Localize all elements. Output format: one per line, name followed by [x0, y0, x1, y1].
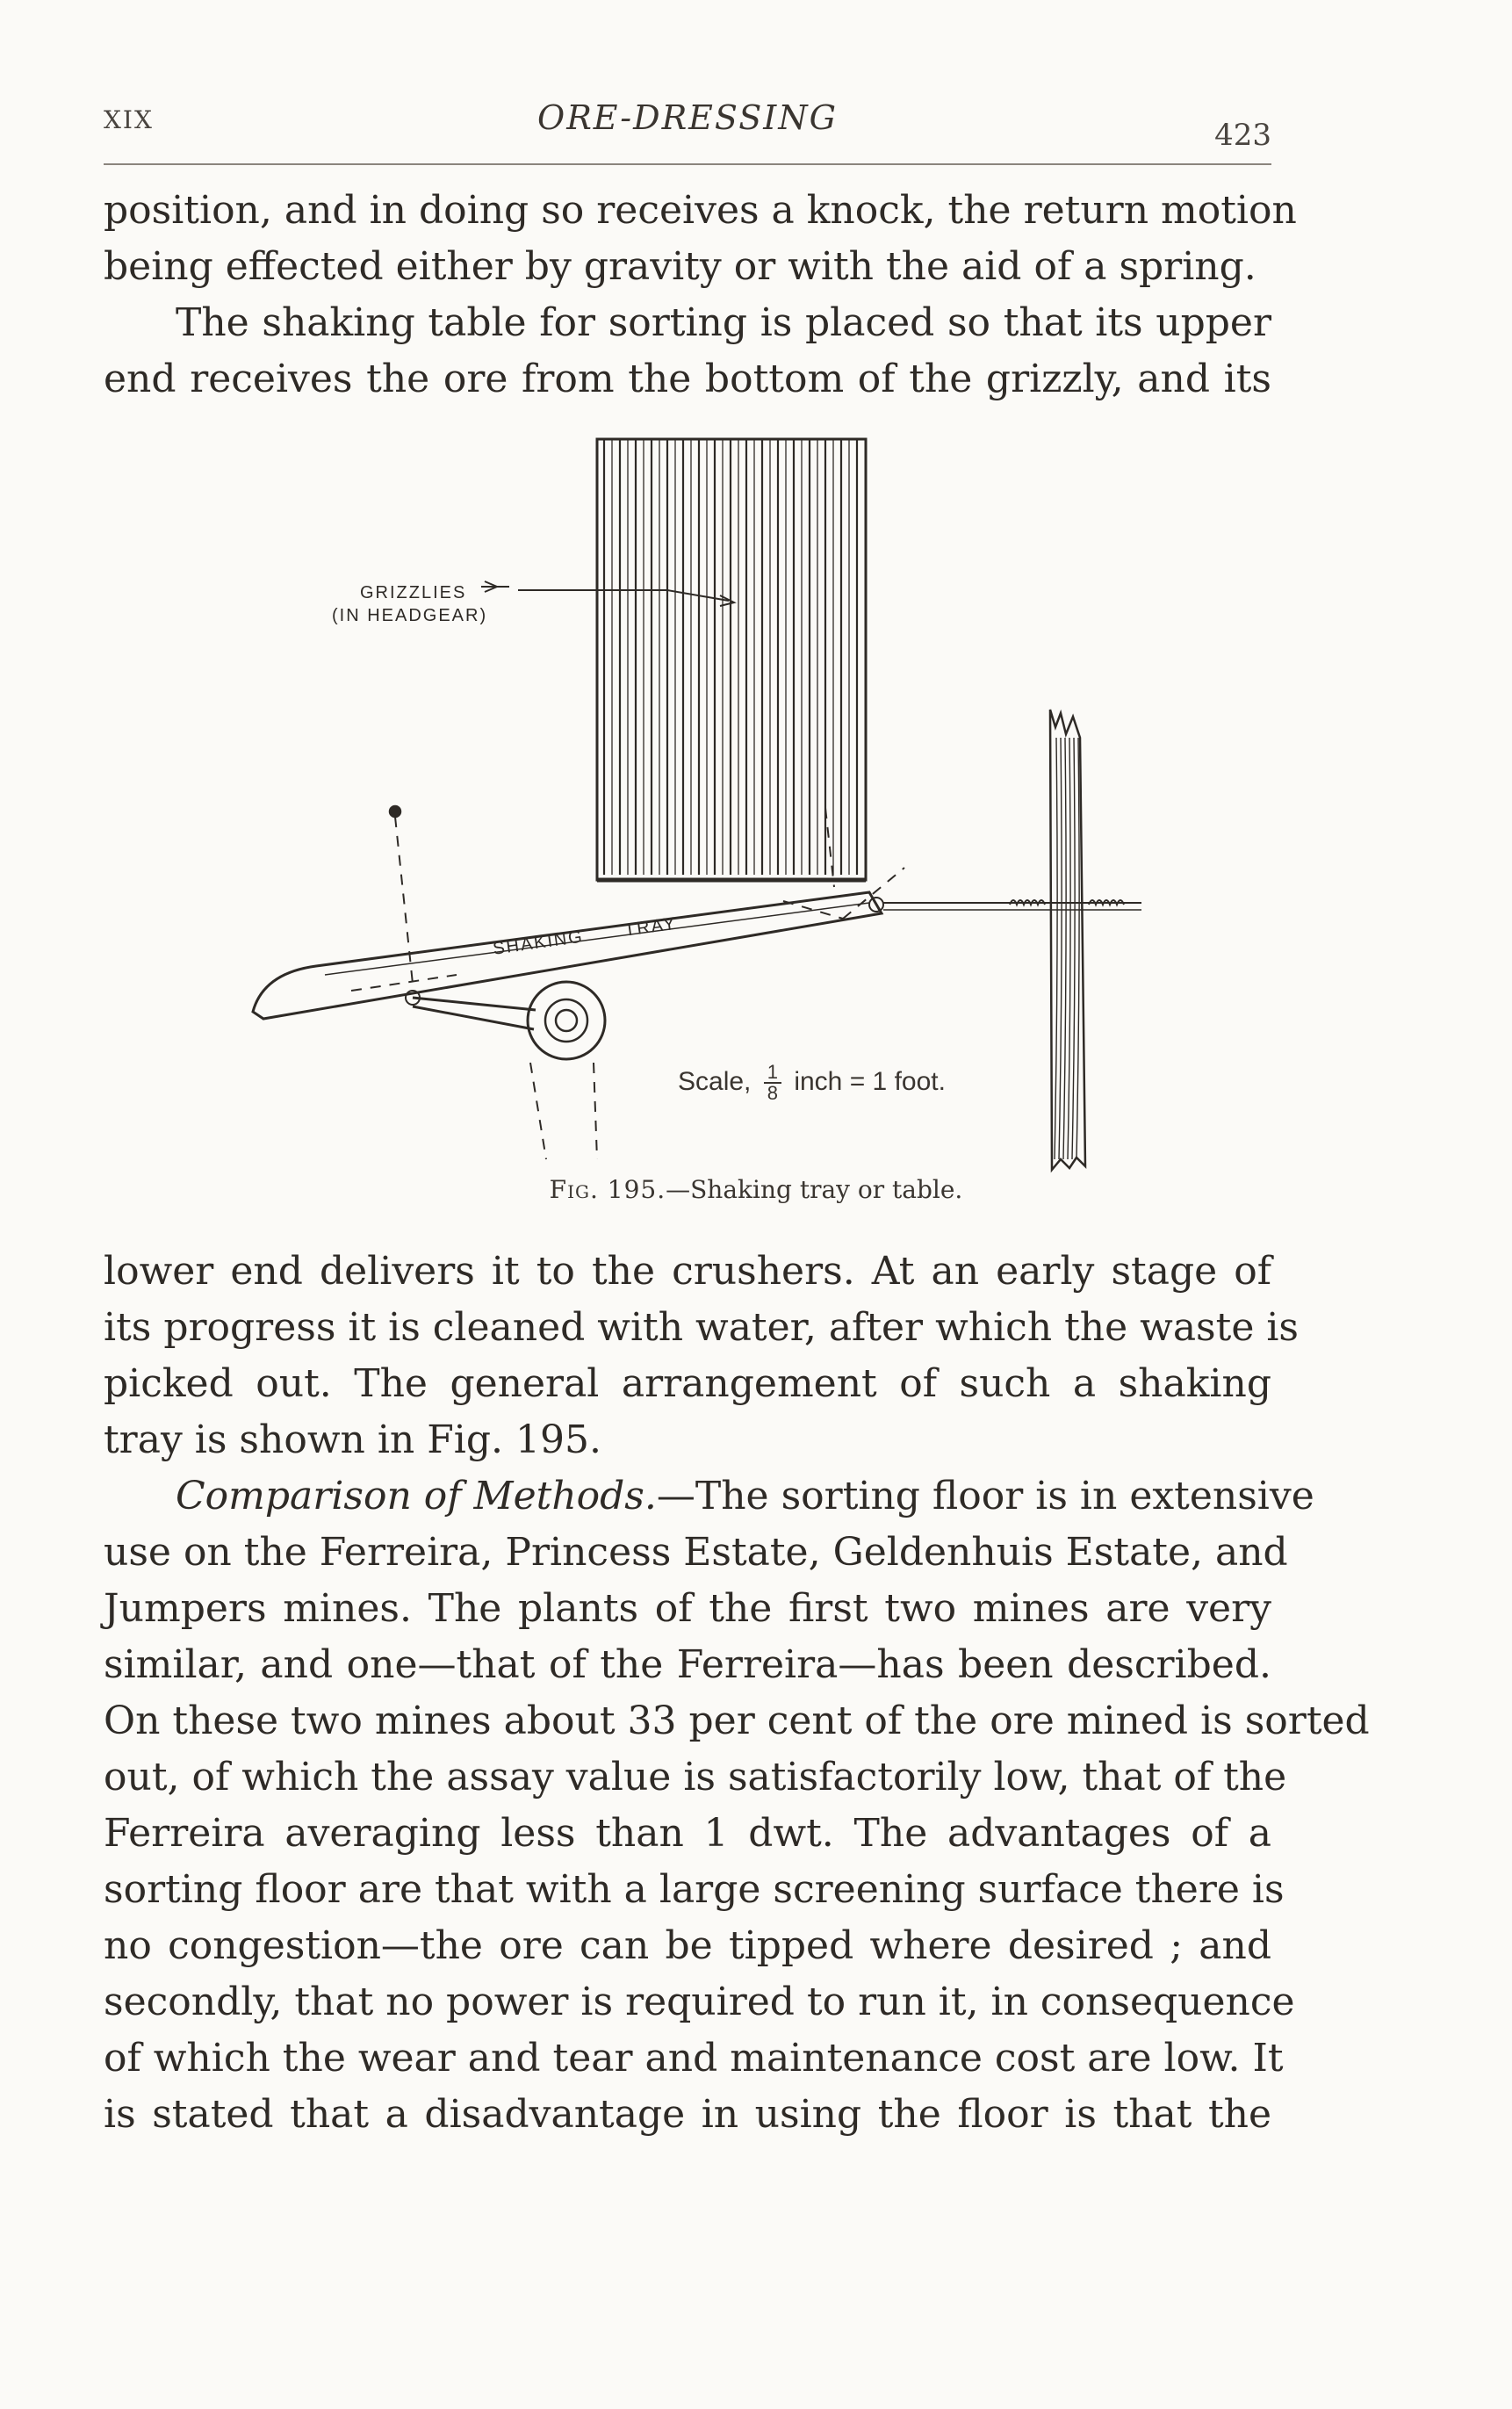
text-line: end receives the ore from the bottom of the grizzly, and its — [104, 357, 1271, 401]
caption-figure-number: Fig. 195. — [549, 1175, 666, 1204]
scale-label — [678, 1063, 946, 1103]
scale-prefix: Scale, — [678, 1066, 752, 1096]
eccentric-wheel — [413, 982, 605, 1059]
chapter-number: XIX — [104, 105, 154, 134]
text-line: of which the wear and tear and maintenance cost are low. It — [104, 2036, 1284, 2081]
figure-caption — [0, 1175, 1512, 1204]
scale-suffix: inch = 1 foot. — [794, 1066, 946, 1096]
scale-numerator: 1 — [764, 1063, 781, 1084]
text-line: The shaking table for sorting is placed so that its upper — [176, 300, 1271, 345]
wood-grain — [1076, 738, 1079, 1159]
wood-grain — [1059, 738, 1062, 1159]
text-line: lower end delivers it to the crushers. At an early stage of — [104, 1249, 1271, 1294]
page-number: 423 — [1214, 118, 1271, 153]
text-line: picked out. The general arrangement of such a shaking — [104, 1361, 1271, 1406]
caption-text: —Shaking tray or table. — [666, 1175, 963, 1204]
scale-denominator: 8 — [767, 1082, 778, 1104]
text-line — [104, 1468, 1314, 1525]
text-line: similar, and one—that of the Ferreira—has been described. — [104, 1642, 1271, 1687]
text-line: its progress it is cleaned with water, after which the waste is — [104, 1305, 1299, 1350]
grizzly-bars — [604, 439, 857, 875]
bottom-paragraph — [104, 1244, 1299, 1468]
text-line: sorting floor are that with a large screening surface there is — [104, 1867, 1285, 1912]
label-headgear: (IN HEADGEAR) — [332, 606, 488, 625]
wood-grain — [1063, 738, 1066, 1159]
text-line: position, and in doing so receives a knock, the return motion — [104, 188, 1297, 233]
text-line: use on the Ferreira, Princess Estate, Geldenhuis Estate, and — [104, 1530, 1288, 1575]
wood-grain — [1072, 738, 1075, 1159]
running-title: ORE-DRESSING — [537, 98, 838, 137]
text-line: On these two mines about 33 per cent of the ore mined is sorted — [104, 1699, 1370, 1743]
text-line: being effected either by gravity or with the aid of a spring. — [104, 244, 1256, 289]
text-line: out, of which the assay value is satisfactorily low, that of the — [104, 1755, 1287, 1800]
text-fragment: —The sorting floor is in extensive — [656, 1474, 1314, 1518]
text-line: Jumpers mines. The plants of the first two mines are very — [104, 1586, 1271, 1631]
wood-grain — [1055, 738, 1057, 1159]
text-line: Ferreira averaging less than 1 dwt. The advantages of a — [104, 1811, 1271, 1856]
wooden-post — [1050, 710, 1085, 1170]
text-line: is stated that a disadvantage in using the floor is that the — [104, 2092, 1271, 2137]
text-line: secondly, that no power is required to run it, in consequence — [104, 1980, 1295, 2024]
section-heading: Comparison of Methods. — [176, 1474, 657, 1518]
label-grizzlies: GRIZZLIES — [360, 583, 467, 602]
text-line: tray is shown in Fig. 195. — [104, 1417, 601, 1462]
wood-grain — [1068, 738, 1070, 1159]
scale-fraction — [764, 1063, 781, 1103]
label-shaking-tray: SHAKING TRAY — [492, 913, 679, 959]
text-line: no congestion—the ore can be tipped where desired ; and — [104, 1923, 1271, 1968]
comparison-paragraph — [104, 1468, 1370, 2143]
